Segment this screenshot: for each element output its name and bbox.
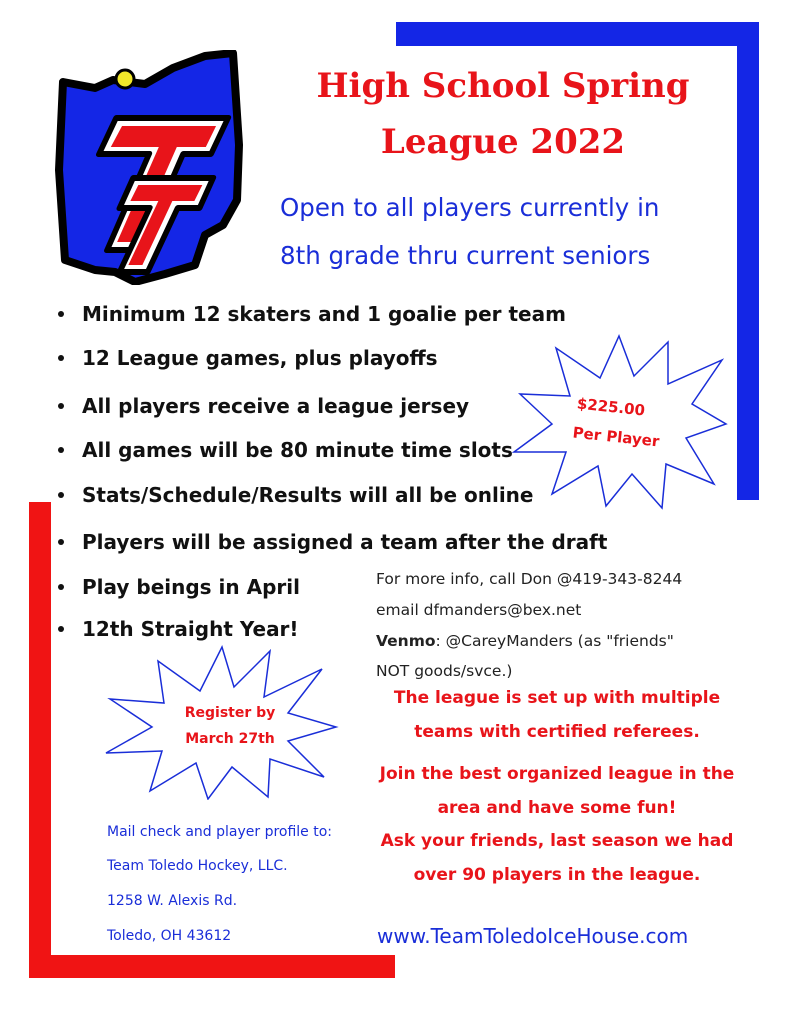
bullet-icon (58, 311, 64, 317)
mail-instruction: Mail check and player profile to: (107, 824, 333, 840)
bullet-icon (58, 626, 64, 632)
promo-line: over 90 players in the league. (413, 865, 701, 885)
register-starburst-icon (100, 645, 340, 800)
promo-line: teams with certified referees. (414, 722, 700, 742)
bullet-icon (58, 539, 64, 545)
bullet-text: Play beings in April (82, 575, 300, 599)
venmo-handle: : @CareyManders (as "friends" (435, 632, 674, 650)
page-title-line-1: High School Spring (316, 66, 690, 106)
bullet-text: All games will be 80 minute time slots (82, 438, 513, 462)
page-title-line-2: League 2022 (380, 122, 626, 162)
contact-venmo (376, 632, 674, 650)
bullet-icon (58, 403, 64, 409)
register-deadline-label: Register by (184, 705, 276, 721)
promo-line: The league is set up with multiple (393, 688, 721, 708)
bullet-icon (58, 492, 64, 498)
bullet-item (58, 346, 438, 370)
price-unit: Per Player (571, 423, 661, 451)
register-deadline-date: March 27th (185, 731, 275, 747)
blue-frame-top (396, 22, 759, 46)
bullet-item (58, 302, 566, 326)
contact-email: email dfmanders@bex.net (376, 601, 582, 619)
website-link[interactable]: www.TeamToledoIceHouse.com (377, 924, 689, 948)
mail-recipient: Team Toledo Hockey, LLC. (107, 858, 288, 874)
bullet-icon (58, 447, 64, 453)
eligibility-line-1: Open to all players currently in (280, 193, 660, 222)
bullet-text: 12 League games, plus playoffs (82, 346, 438, 370)
bullet-icon (58, 584, 64, 590)
contact-venmo-note: NOT goods/svce.) (376, 662, 513, 680)
bullet-icon (58, 355, 64, 361)
mail-street: 1258 W. Alexis Rd. (107, 893, 238, 909)
promo-line: Join the best organized league in the (379, 764, 735, 784)
bullet-text: Players will be assigned a team after the draft (82, 530, 608, 554)
bullet-item (58, 394, 469, 418)
venmo-label: Venmo (376, 632, 436, 650)
bullet-item (58, 617, 299, 641)
bullet-text: Minimum 12 skaters and 1 goalie per team (82, 302, 566, 326)
mail-city: Toledo, OH 43612 (107, 928, 232, 944)
red-frame-left (29, 502, 51, 978)
bullet-text: All players receive a league jersey (82, 394, 470, 418)
contact-phone: For more info, call Don @419-343-8244 (376, 570, 683, 588)
price-amount: $225.00 (576, 394, 646, 420)
bullet-item (58, 483, 533, 507)
price-starburst-icon (510, 334, 728, 510)
bullet-item (58, 575, 300, 599)
toledo-dot-icon (116, 70, 134, 88)
promo-line: area and have some fun! (437, 798, 677, 818)
bullet-item (58, 438, 513, 462)
bullet-item (58, 530, 607, 554)
bullet-text: 12th Straight Year! (82, 617, 299, 641)
team-toledo-logo (55, 50, 260, 285)
red-frame-bottom (29, 955, 395, 978)
promo-line: Ask your friends, last season we had (380, 831, 734, 851)
eligibility-line-2: 8th grade thru current seniors (280, 241, 651, 270)
blue-frame-right (737, 22, 759, 500)
bullet-text: Stats/Schedule/Results will all be online (82, 483, 534, 507)
